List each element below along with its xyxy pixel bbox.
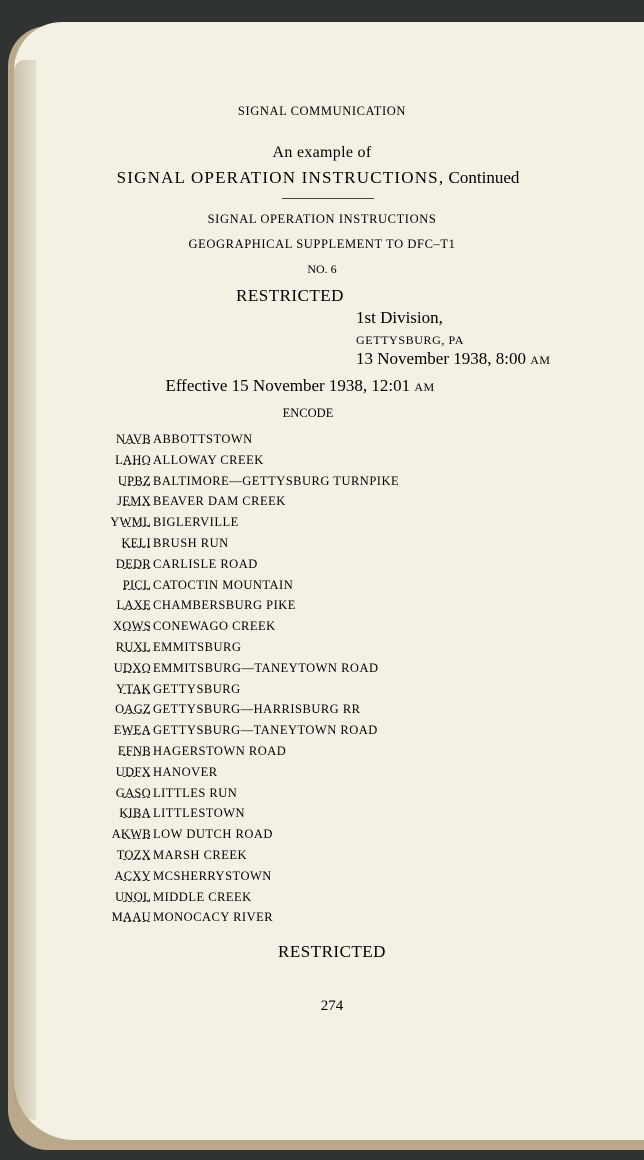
issue-date: 13 November 1938, 8:00 [356, 349, 526, 368]
soi-title-continued: Continued [448, 168, 520, 187]
running-header: SIGNAL COMMUNICATION [237, 104, 407, 118]
table-row [0, 536, 644, 556]
code-word: LAHO [115, 452, 151, 467]
code-word: XOWS [112, 619, 151, 634]
page-number: 274 [320, 998, 344, 1014]
code-word: YWML [110, 515, 151, 530]
classification-bottom: RESTRICTED [278, 942, 386, 961]
place-name: EMMITSBURG—TANEYTOWN ROAD [153, 660, 379, 675]
effective-line [0, 376, 622, 396]
soi-title-main: SIGNAL OPERATION INSTRUCTIONS, [116, 168, 445, 187]
place-name: ALLOWAY CREEK [153, 452, 264, 467]
soi-heading: SIGNAL OPERATION INSTRUCTIONS [207, 212, 437, 226]
location-line: GETTYSBURG, PA [356, 333, 464, 347]
code-word: MAAU [111, 910, 151, 925]
code-word: PICL [122, 577, 151, 592]
place-name: MARSH CREEK [153, 848, 248, 862]
place-name: MIDDLE CREEK [153, 889, 252, 904]
place-name: ABBOTTSTOWN [153, 432, 253, 446]
table-row [0, 432, 644, 452]
table-row [0, 557, 644, 577]
place-name: CHAMBERSBURG PIKE [153, 598, 296, 613]
table-row [0, 806, 644, 826]
table-row [0, 765, 644, 785]
classification-top: RESTRICTED [236, 286, 344, 305]
code-word: OAGZ [115, 702, 151, 717]
code-word: KELI [121, 536, 151, 550]
code-word: JEMX [117, 494, 151, 509]
place-name: GETTYSBURG—TANEYTOWN ROAD [153, 723, 378, 738]
place-name: LOW DUTCH ROAD [153, 827, 273, 842]
code-word: KIBA [119, 806, 151, 821]
table-row [0, 578, 644, 598]
place-name: GETTYSBURG [153, 681, 241, 696]
place-name: GETTYSBURG—HARRISBURG RR [153, 702, 361, 717]
code-word: LAXE [116, 598, 151, 613]
table-row [0, 682, 644, 702]
place-name: CARLISLE ROAD [153, 556, 258, 571]
place-name: BRUSH RUN [153, 536, 229, 550]
code-word: DEDR [115, 556, 151, 571]
table-row [0, 619, 644, 639]
issue-date-ampm: AM [530, 353, 551, 367]
place-name: CONEWAGO CREEK [153, 619, 276, 634]
example-of-line: An example of [272, 144, 372, 161]
table-row [0, 598, 644, 618]
issue-date-line [356, 349, 550, 369]
place-name: BALTIMORE—GETTYSBURG TURNPIKE [153, 473, 400, 488]
table-row [0, 515, 644, 535]
table-row [0, 848, 644, 868]
code-word: NAVB [115, 432, 151, 446]
place-name: MCSHERRYSTOWN [153, 868, 272, 883]
code-word: RUXL [115, 640, 151, 654]
place-name: CATOCTIN MOUNTAIN [153, 577, 294, 592]
title-rule [282, 198, 374, 199]
effective-ampm: AM [414, 380, 435, 394]
place-name: EMMITSBURG [153, 640, 242, 654]
table-row [0, 723, 644, 743]
code-word: YTAK [116, 681, 151, 696]
table-row [0, 494, 644, 514]
place-name: HANOVER [153, 764, 218, 779]
code-word: AKWB [111, 827, 151, 842]
table-row [0, 890, 644, 910]
table-row [0, 661, 644, 681]
effective-date: Effective 15 November 1938, 12:01 [165, 376, 411, 395]
encode-heading: ENCODE [282, 406, 334, 420]
table-row [0, 474, 644, 494]
place-name: MONOCACY RIVER [153, 910, 274, 925]
code-word: ACXY [114, 868, 151, 883]
code-word: UNOL [115, 889, 151, 904]
table-row [0, 910, 644, 930]
place-name: BEAVER DAM CREEK [153, 494, 286, 509]
division-line: 1st Division, [356, 308, 443, 327]
soi-title [0, 168, 640, 188]
table-row [0, 453, 644, 473]
code-word: TOZX [116, 848, 151, 862]
table-row [0, 869, 644, 889]
place-name: LITTLES RUN [153, 785, 238, 800]
table-row [0, 640, 644, 660]
code-word: UDFX [115, 764, 151, 779]
code-word: GASO [115, 785, 151, 800]
code-word: UPBZ [117, 473, 151, 488]
code-word: UDXO [113, 660, 151, 675]
supplement-heading: GEOGRAPHICAL SUPPLEMENT TO DFC–T1 [188, 237, 456, 251]
code-word: EFNB [117, 744, 151, 758]
table-row [0, 702, 644, 722]
code-word: EWEA [113, 723, 151, 738]
table-row [0, 786, 644, 806]
supplement-number: NO. 6 [307, 262, 337, 276]
place-name: HAGERSTOWN ROAD [153, 744, 287, 758]
table-row [0, 827, 644, 847]
place-name: LITTLESTOWN [153, 806, 246, 821]
place-name: BIGLERVILLE [153, 515, 239, 530]
table-row [0, 744, 644, 764]
